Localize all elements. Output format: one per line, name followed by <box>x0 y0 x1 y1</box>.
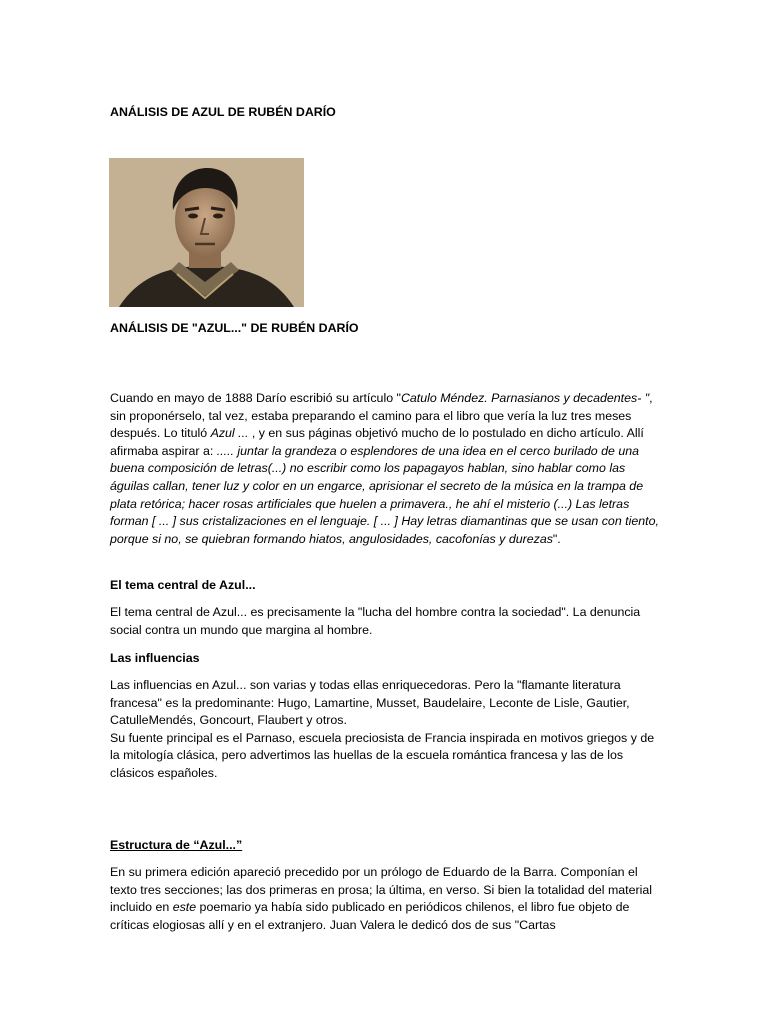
heading-influencias: Las influencias <box>110 651 200 665</box>
intro-text-4: ". <box>552 531 561 546</box>
influencias-paragraph-2: Su fuente principal es el Parnaso, escuela preciosista de Francia inspirada en motivos griegos y de la mitología clásica, pero advertimos las huellas de la escuela romántica francesa y las de los clásicos españoles. <box>110 730 655 780</box>
estructura-italic: este <box>172 900 197 915</box>
heading-tema-central: El tema central de Azul... <box>110 578 256 592</box>
tema-paragraph: El tema central de Azul... es precisamente la "lucha del hombre contra la sociedad". La denuncia social contra un mundo que margina al hombre. <box>110 605 641 637</box>
portrait-illustration <box>109 158 304 307</box>
author-portrait <box>109 158 304 307</box>
intro-text-1: Cuando en mayo de 1888 Darío escribió su artículo " <box>110 391 401 405</box>
intro-italic-3: ..... juntar la grandeza o esplendores de una idea en el cerco burilado de una buena composición de letras(...) no escribir como los papagayos hablan, sino hablar como las águilas callan, tener luz y color en un engarce, aprisionar el secreto de la música en la trampa de plata retórica; hacer rosas artificiales que huelen a primavera., he ahí el misterio (...) Las letras forman [ ... ] sus cristalizaciones en el lenguaje. [ ... ] Hay letras diamantinas que se usan con tiento, porque si no, se quiebran formando hiatos, angulosidades, cacofonías y durezas <box>110 443 659 546</box>
intro-italic-2: Azul ... <box>210 426 249 441</box>
estructura-text-1: En su primera edición apareció precedido por un prólogo de Eduardo de la Barra. Componían el texto tres secciones; las dos primeras en prosa; la última, en verso. Si bien la totalidad del material incluido en <box>110 865 653 915</box>
intro-text-3: , y en sus páginas objetivó mucho de lo postulado en dicho artículo. Allí afirmaba aspirar a: <box>110 426 644 458</box>
document-title: ANÁLISIS DE AZUL DE RUBÉN DARÍO <box>110 105 336 119</box>
intro-italic-1: Catulo Méndez. Parnasianos y decadentes- " <box>400 391 650 405</box>
intro-paragraph <box>110 390 660 548</box>
heading-estructura: Estructura de “Azul...” <box>110 838 243 852</box>
intro-text-2: , sin proponérselo, tal vez, estaba preparando el camino para el libro que vería la luz tres meses después. Lo tituló <box>110 391 653 441</box>
influencias-block <box>110 677 660 783</box>
estructura-text-2: poemario ya había sido publicado en periódicos chilenos, el libro fue objeto de críticas elogiosas allí y en el extranjero. Juan Valera le dedicó dos de sus "Cartas <box>110 900 630 932</box>
influencias-paragraph-1: Las influencias en Azul... son varias y todas ellas enriquecedoras. Pero la "flamante literatura francesa" es la predominante: Hugo, Lamartine, Musset, Baudelaire, Leconte de Lisle, Gautier, CatulleMendés, Goncourt, Flaubert y otros. <box>110 678 630 728</box>
document-subtitle: ANÁLISIS DE "AZUL..." DE RUBÉN DARÍO <box>110 321 359 335</box>
estructura-paragraph <box>110 864 660 934</box>
